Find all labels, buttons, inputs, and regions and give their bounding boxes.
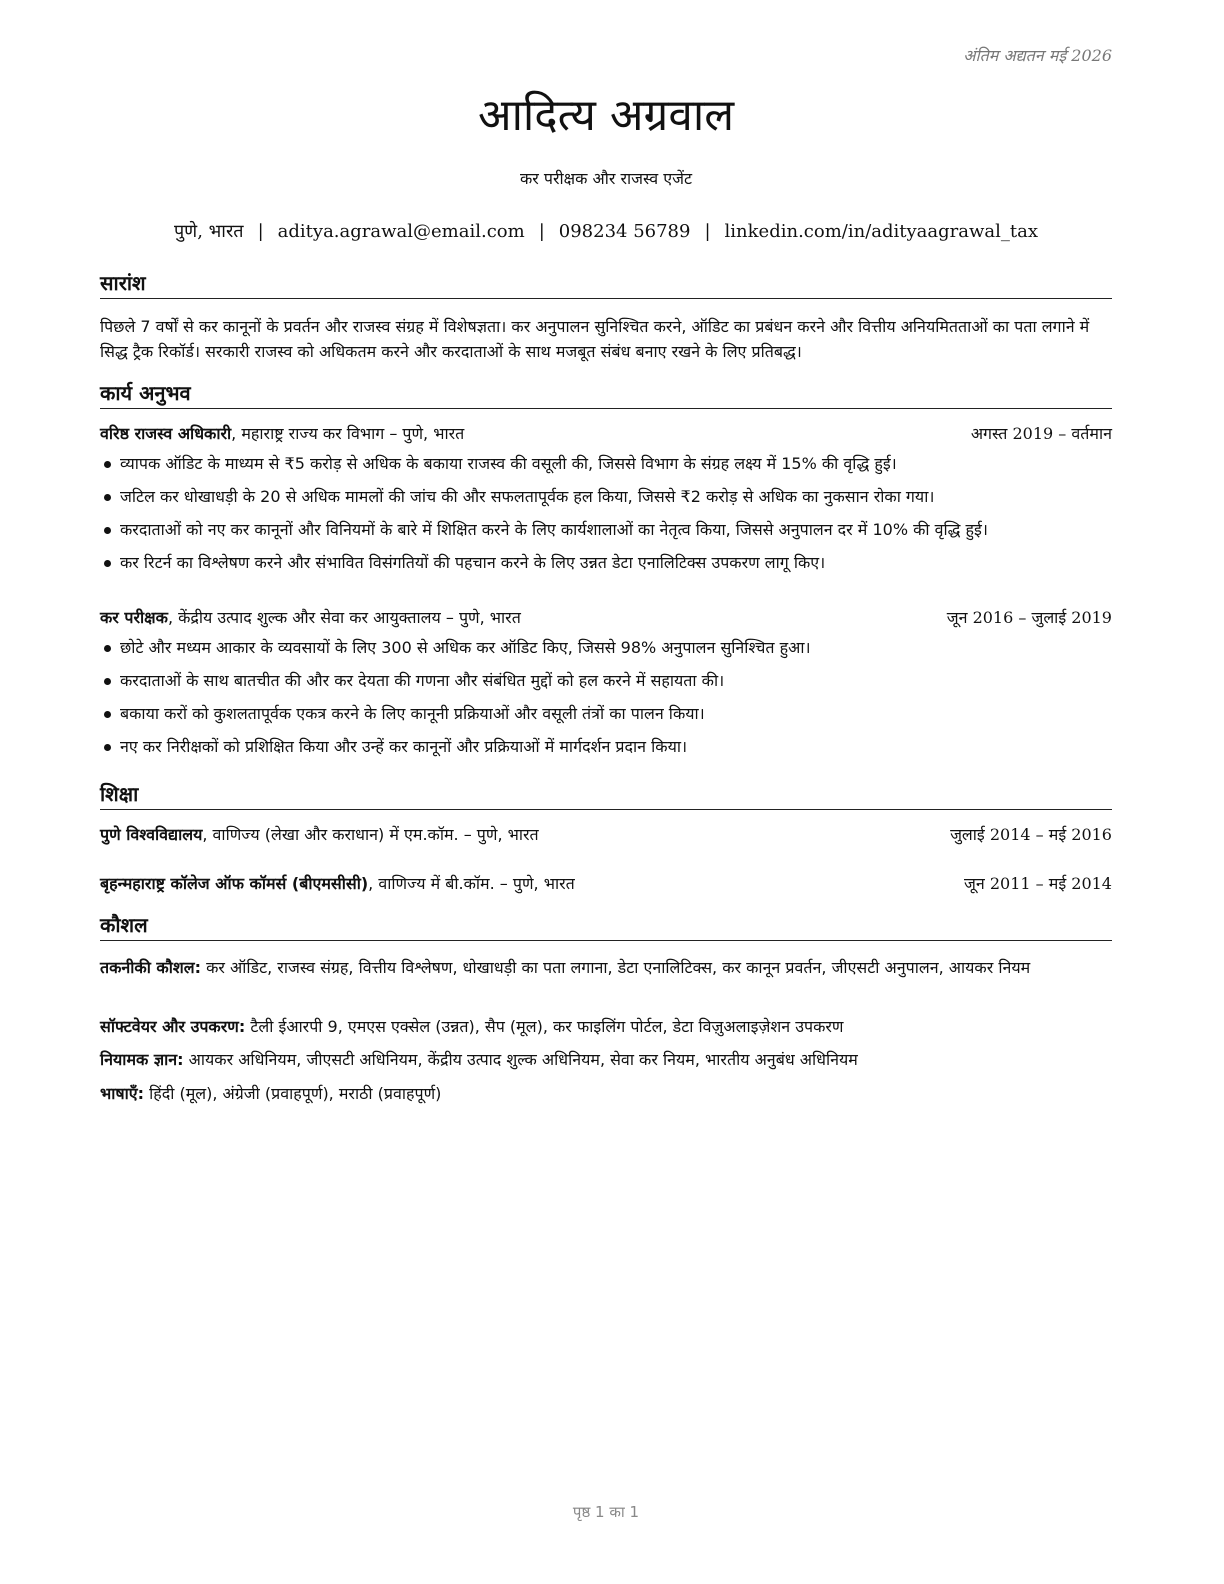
bullet-text: कर रिटर्न का विश्लेषण करने और संभावित विसंगतियों की पहचान करने के लिए उन्नत डेटा एनालिटिक्स उपकरण लागू किए। — [120, 553, 826, 572]
section-heading-skills: कौशल — [100, 912, 1112, 941]
contact-separator: | — [257, 221, 264, 242]
bullet-icon — [104, 527, 111, 534]
contact-linkedin[interactable]: linkedin.com/in/adityaagrawal_tax — [724, 221, 1039, 242]
skill-value: कर ऑडिट, राजस्व संग्रह, वित्तीय विश्लेषण, धोखाधड़ी का पता लगाना, डेटा एनालिटिक्स, कर कानून प्रवर्तन, जीएसटी अनुपालन, आयकर नियम — [201, 958, 1031, 977]
last-updated: अंतिम अद्यतन मई 2026 — [963, 46, 1112, 65]
bullet-item — [100, 518, 1112, 551]
skill-value: टैली ईआरपी 9, एमएस एक्सेल (उन्नत), सैप (मूल), कर फाइलिंग पोर्टल, डेटा विज़ुअलाइज़ेशन उपकरण — [245, 1017, 844, 1036]
candidate-name: आदित्य अग्रवाल — [477, 90, 735, 141]
skill-value: आयकर अधिनियम, जीएसटी अधिनियम, केंद्रीय उत्पाद शुल्क अधिनियम, सेवा कर नियम, भारतीय अनुबंध अधिनियम — [183, 1050, 858, 1069]
summary-text: पिछले 7 वर्षों से कर कानूनों के प्रवर्तन और राजस्व संग्रह में विशेषज्ञता। कर अनुपालन सुनिश्चित करने, ऑडिट का प्रबंधन करने और वित्तीय अनियमितताओं का पता लगाने में सिद्ध ट्रैक रिकॉर्ड। सरकारी राजस्व को अधिकतम करने और करदाताओं के साथ मजबूत संबंध बनाए रखने के लिए प्रतिबद्ध। — [100, 317, 1090, 361]
education-school: बृहन्महाराष्ट्र कॉलेज ऑफ कॉमर्स (बीएमसीसी) — [100, 874, 369, 893]
job-header — [100, 422, 1112, 446]
skill-label: नियामक ज्ञान: — [100, 1050, 184, 1069]
bullet-item — [100, 669, 1112, 702]
bullet-icon — [104, 678, 111, 685]
job-title: कर परीक्षक और राजस्व एजेंट — [519, 169, 693, 188]
skill-line — [100, 955, 1112, 980]
job-header — [100, 606, 1112, 630]
bullet-icon — [104, 744, 111, 751]
bullet-icon — [104, 494, 111, 501]
bullet-text: जटिल कर धोखाधड़ी के 20 से अधिक मामलों की जांच की और सफलतापूर्वक हल किया, जिससे ₹2 करोड़ से अधिक का नुकसान रोका गया। — [120, 487, 935, 506]
job-organization: , महाराष्ट्र राज्य कर विभाग – पुणे, भारत — [231, 424, 465, 443]
bullet-text: व्यापक ऑडिट के माध्यम से ₹5 करोड़ से अधिक के बकाया राजस्व की वसूली की, जिससे विभाग के संग्रह लक्ष्य में 15% की वृद्धि हुई। — [120, 454, 897, 473]
education-dates: जून 2011 – मई 2014 — [964, 874, 1112, 893]
bullet-item — [100, 551, 1112, 584]
bullet-item — [100, 735, 1112, 768]
skill-label: तकनीकी कौशल: — [100, 958, 201, 977]
resume-page — [100, 0, 1112, 1584]
bullet-item — [100, 452, 1112, 485]
skill-label: भाषाएँ: — [100, 1084, 145, 1103]
skill-line — [100, 1014, 1112, 1039]
contact-separator: | — [704, 221, 711, 242]
education-entry — [100, 872, 1112, 896]
job-dates: जून 2016 – जुलाई 2019 — [946, 608, 1112, 627]
job-role: वरिष्ठ राजस्व अधिकारी — [100, 424, 232, 443]
bullet-text: नए कर निरीक्षकों को प्रशिक्षित किया और उन्हें कर कानूनों और प्रक्रियाओं में मार्गदर्शन प्रदान किया। — [120, 737, 688, 756]
skill-line — [100, 1081, 1112, 1106]
job-bullets — [100, 452, 1112, 584]
skill-label: सॉफ्टवेयर और उपकरण: — [100, 1017, 246, 1036]
education-detail: , वाणिज्य (लेखा और कराधान) में एम.कॉम. – पुणे, भारत — [202, 825, 539, 844]
education-detail: , वाणिज्य में बी.कॉम. – पुणे, भारत — [368, 874, 575, 893]
bullet-icon — [104, 560, 111, 567]
job-role: कर परीक्षक — [100, 608, 168, 627]
skill-value: हिंदी (मूल), अंग्रेजी (प्रवाहपूर्ण), मराठी (प्रवाहपूर्ण) — [144, 1084, 442, 1103]
job-bullets — [100, 636, 1112, 768]
education-dates: जुलाई 2014 – मई 2016 — [950, 825, 1112, 844]
job-dates: अगस्त 2019 – वर्तमान — [970, 424, 1112, 443]
bullet-item — [100, 702, 1112, 735]
contact-location: पुणे, भारत — [173, 221, 244, 242]
job-organization: , केंद्रीय उत्पाद शुल्क और सेवा कर आयुक्तालय – पुणे, भारत — [167, 608, 521, 627]
bullet-text: करदाताओं के साथ बातचीत की और कर देयता की गणना और संबंधित मुद्दों को हल करने में सहायता की। — [120, 671, 725, 690]
bullet-text: बकाया करों को कुशलतापूर्वक एकत्र करने के लिए कानूनी प्रक्रियाओं और वसूली तंत्रों का पालन किया। — [120, 704, 705, 723]
bullet-text: करदाताओं को नए कर कानूनों और विनियमों के बारे में शिक्षित करने के लिए कार्यशालाओं का नेतृत्व किया, जिससे अनुपालन दर में 10% की वृद्धि हुई। — [120, 520, 988, 539]
education-school: पुणे विश्वविद्यालय — [100, 825, 203, 844]
section-heading-education: शिक्षा — [100, 781, 1112, 810]
contact-separator: | — [538, 221, 545, 242]
skill-line — [100, 1047, 1112, 1072]
bullet-icon — [104, 461, 111, 468]
contact-line — [100, 219, 1112, 243]
page-number: पृष्ठ 1 का 1 — [572, 1503, 640, 1521]
contact-email[interactable]: aditya.agrawal@email.com — [277, 221, 525, 242]
bullet-icon — [104, 645, 111, 652]
bullet-item — [100, 485, 1112, 518]
bullet-item — [100, 636, 1112, 669]
section-heading-experience: कार्य अनुभव — [100, 380, 1112, 409]
bullet-text: छोटे और मध्यम आकार के व्यवसायों के लिए 300 से अधिक कर ऑडिट किए, जिससे 98% अनुपालन सुनिश्चित हुआ। — [120, 638, 811, 657]
contact-phone[interactable]: 098234 56789 — [558, 221, 691, 242]
section-heading-summary: सारांश — [100, 270, 1112, 299]
education-entry — [100, 823, 1112, 847]
bullet-icon — [104, 711, 111, 718]
